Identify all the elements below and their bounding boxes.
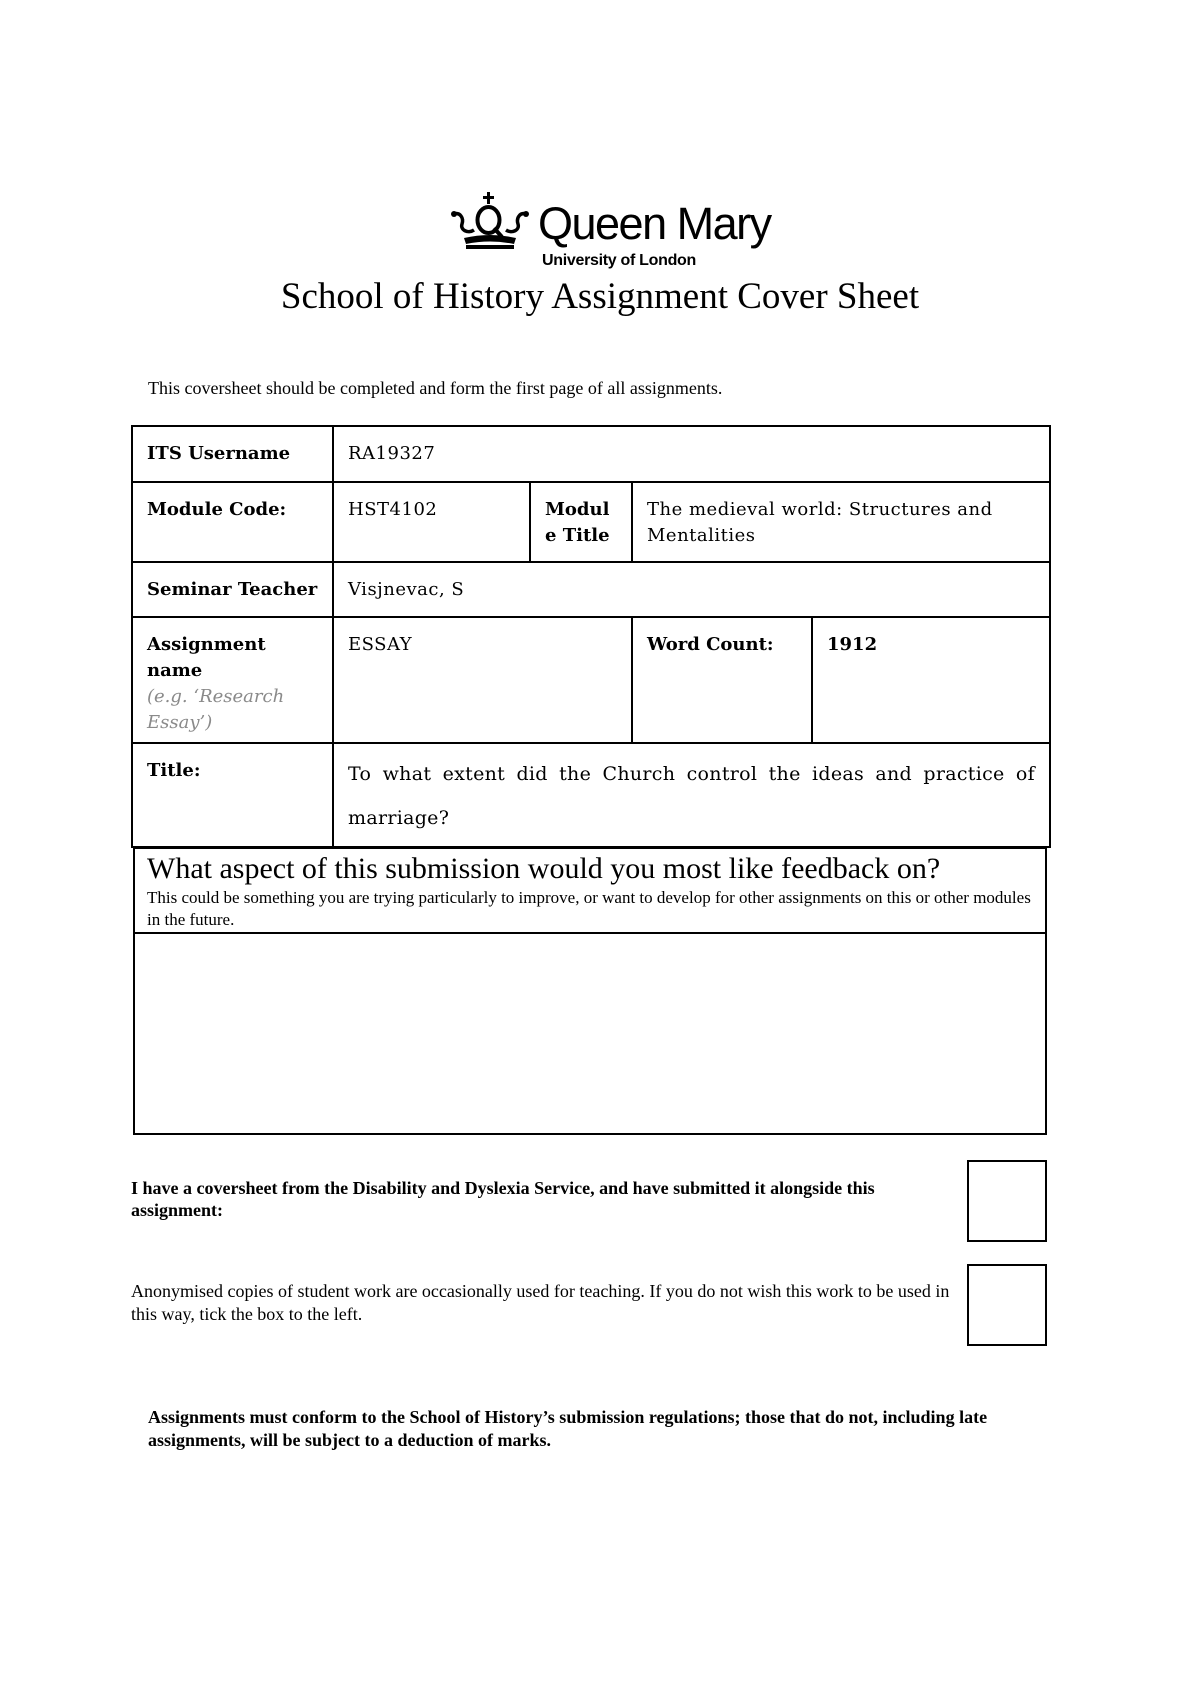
word-count-label: Word Count:: [632, 617, 812, 743]
module-title-label-line2: e Title: [545, 525, 610, 546]
table-row: [132, 426, 1050, 482]
feedback-response-area[interactable]: [135, 934, 1045, 1131]
module-title-label-line1: Modul: [545, 499, 610, 520]
table-row: [132, 482, 1050, 562]
title-label: Title:: [132, 743, 333, 847]
assignment-name-hint: (e.g. ‘Research Essay’): [147, 686, 285, 733]
assignment-info-table: [131, 425, 1051, 848]
anonymised-statement: Anonymised copies of student work are occasionally used for teaching. If you do not wish this work to be used in this way, tick the box to the left.: [131, 1281, 950, 1324]
dds-checkbox[interactable]: [967, 1160, 1047, 1242]
feedback-section: [133, 847, 1047, 1135]
table-row: [132, 617, 1050, 743]
regulations-notice: Assignments must conform to the School of History’s submission regulations; those that do not, including late assignments, will be subject to a deduction of marks.: [148, 1407, 988, 1450]
its-username-value[interactable]: RA19327: [333, 426, 1050, 482]
module-code-label: Module Code:: [132, 482, 333, 562]
word-count-value[interactable]: 1912: [812, 617, 1050, 743]
assignment-name-value[interactable]: ESSAY: [333, 617, 632, 743]
feedback-header: [135, 849, 1045, 934]
module-code-value[interactable]: HST4102: [333, 482, 530, 562]
intro-text: This coversheet should be completed and form the first page of all assignments.: [148, 378, 723, 398]
feedback-question: What aspect of this submission would you most like feedback on?: [147, 852, 941, 885]
university-logo: [450, 192, 780, 272]
feedback-note: This could be something you are trying particularly to improve, or want to develop for other assignments on this or other modules in the future.: [147, 888, 1031, 929]
logo-subtitle: University of London: [542, 252, 697, 269]
seminar-teacher-label: Seminar Teacher: [132, 562, 333, 617]
assignment-name-label-cell: [132, 617, 333, 743]
logo-name: Queen Mary: [538, 198, 771, 249]
crown-q-emblem-icon: [450, 192, 530, 252]
module-title-label: [530, 482, 632, 562]
its-username-label: ITS Username: [132, 426, 333, 482]
module-title-value[interactable]: The medieval world: Structures and Mentalities: [632, 482, 1050, 562]
table-row: [132, 562, 1050, 617]
table-row: [132, 743, 1050, 847]
document-title: School of History Assignment Cover Sheet: [280, 276, 920, 317]
assignment-name-label: Assignment name: [147, 634, 266, 681]
seminar-teacher-value[interactable]: Visjnevac, S: [333, 562, 1050, 617]
title-value[interactable]: To what extent did the Church control the ideas and practice of marriage?: [333, 743, 1050, 847]
anonymised-opt-out-checkbox[interactable]: [967, 1264, 1047, 1346]
dds-statement: I have a coversheet from the Disability and Dyslexia Service, and have submitted it alongside this assignment:: [131, 1178, 875, 1220]
